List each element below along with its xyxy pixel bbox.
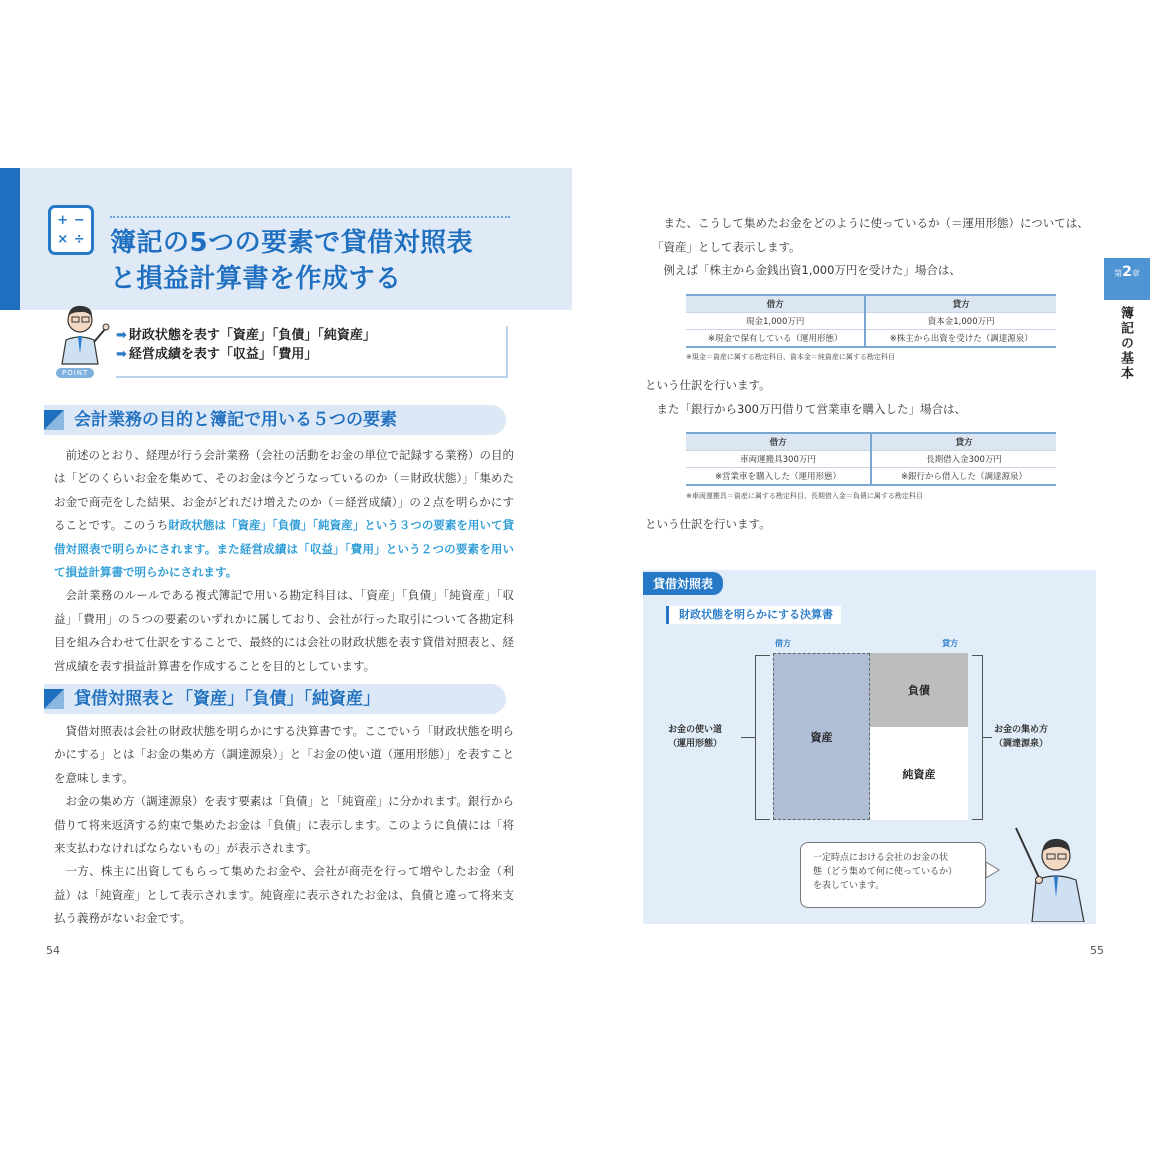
section-mark-icon (44, 410, 64, 430)
table-cell: ※銀行から借入した（調達源泉） (871, 468, 1056, 486)
end-line: という仕訳を行います。 (645, 517, 771, 531)
callout-bubble (800, 842, 986, 908)
assets-block: 資産 (773, 653, 870, 820)
times-glyph: × (57, 231, 69, 247)
table-header-debit: 借方 (686, 295, 865, 313)
point-item (116, 345, 506, 364)
credit-label: 貸方 (942, 639, 958, 648)
intro-line: 例えば「株主から金銭出資1,000万円を受けた」場合は、 (652, 263, 961, 277)
paragraph (54, 444, 514, 584)
arrow-right-icon: ➡ (116, 328, 127, 343)
point-box (116, 326, 508, 378)
balance-sheet-diagram (773, 653, 968, 820)
journal-table-1 (686, 294, 1056, 348)
equity-block: 純資産 (870, 727, 968, 820)
point-item-text: 財政状態を表す「資産」「負債」「純資産」 (128, 328, 376, 343)
section2-body (54, 720, 514, 931)
section-heading-text: 会計業務の目的と簿記で用いる５つの要素 (74, 410, 397, 430)
callout-pointer (986, 860, 1000, 880)
table-cell: ※現金で保有している（運用形態） (686, 330, 865, 348)
table-row (686, 330, 1056, 348)
use-of-funds-label: お金の使い道 （運用形態） (668, 725, 723, 749)
table-row (686, 451, 1056, 468)
section-heading-text: 貸借対照表と「資産」「負債」「純資産」 (74, 689, 380, 709)
point-label: POINT (56, 368, 94, 378)
chapter-number: 2 (1122, 264, 1132, 280)
callout-line: 一定時点における会社のお金の状 (813, 853, 949, 863)
table-cell: ※営業車を購入した（運用形態） (686, 468, 871, 486)
table-cell: 長期借入金300万円 (871, 451, 1056, 468)
highlighted-text: 財政状態は「資産」「負債」「純資産」という３つの要素を用いて貸借対照表で明らかにされます。また経営成績は「収益」「費用」という２つの要素を用いて損益計算書で明らかにされます。 (54, 518, 514, 580)
chapter-tab (1104, 258, 1150, 300)
section1-body (54, 444, 514, 678)
balance-sheet-subtitle: 財政状態を明らかにする決算書 (666, 606, 841, 624)
table-cell: 資本金1,000万円 (865, 313, 1056, 330)
point-item-text: 経営成績を表す「収益」「費用」 (128, 347, 318, 362)
callout-line: を表しています。 (813, 881, 885, 891)
minus-glyph: − (73, 213, 85, 229)
table-cell: ※株主から出資を受けた（調達源泉） (865, 330, 1056, 348)
section-heading (44, 684, 506, 714)
paragraph: 会計業務のルールである複式簿記で用いる勘定科目は、「資産」「負債」「純資産」「収益」「費用」の５つの要素のいずれかに属しており、会社が行った取引について各勘定科目を組み合わせて仕訳をすることで、最終的には会社の財政状態を表す貸借対照表と、経営成績を表す損益計算書を作成することを目的としています。 (54, 588, 514, 673)
right-bracket-tick (982, 737, 992, 738)
section-heading (44, 405, 506, 435)
liabilities-block: 負債 (870, 653, 968, 727)
intro-text (652, 212, 1100, 283)
table-header-credit: 貸方 (871, 433, 1056, 451)
calculator-icon (48, 205, 94, 255)
page-number-left: 54 (46, 944, 60, 957)
balance-sheet-tag: 貸借対照表 (643, 572, 723, 595)
debit-label: 借方 (775, 639, 791, 648)
page-title (110, 225, 530, 297)
arrow-right-icon: ➡ (116, 347, 127, 362)
point-item (116, 326, 506, 345)
paragraph-text: 前述のとおり、経理が行う会計業務（会社の活動をお金の単位で記録する業務）の目的は「どのくらいお金を集めて、そのお金は今どうなっているのか（＝財政状態）」「集めたお金で商売をした結果、お金がどれだけ増えたのか（＝経営成績）」の２点を明らかにすることです。このうち (54, 448, 514, 533)
chapter-tab-prefix: 第2章 (1114, 264, 1140, 280)
left-bracket (755, 655, 770, 820)
table-cell: 車両運搬具300万円 (686, 451, 871, 468)
page-title-line-1: 簿記の5つの要素で貸借対照表 (110, 228, 474, 258)
table-row (686, 468, 1056, 486)
source-of-funds-label: お金の集め方 （調達源泉） (994, 725, 1049, 749)
callout-line: 態（どう集めて何に使っているか） (813, 867, 958, 877)
table-cell: 現金1,000万円 (686, 313, 865, 330)
section-mark-icon (44, 689, 64, 709)
paragraph: 一方、株主に出資してもらって集めたお金や、会社が商売を行って増やしたお金（利益）は「純資産」として表示されます。純資産に表示されたお金は、負債と違って将来支払う義務がないお金です。 (54, 864, 514, 926)
mid-text (645, 374, 966, 421)
journal-table-2 (686, 432, 1056, 486)
table-note: ※現金＝資産に属する勘定科目、資本金＝純資産に属する勘定科目 (686, 353, 895, 361)
paragraph: 貸借対照表は会社の財政状態を明らかにする決算書です。ここでいう「財政状態を明らかにする」とは「お金の集め方（調達源泉）」と「お金の使い道（運用形態）」を表すことを意味します。 (54, 724, 514, 785)
page-title-line-2: と損益計算書を作成する (110, 264, 402, 294)
table-header-debit: 借方 (686, 433, 871, 451)
mid-line: という仕訳を行います。 (645, 378, 771, 392)
title-dotted-rule (110, 216, 510, 218)
teacher-pointing-icon (1006, 818, 1092, 922)
table-row (686, 313, 1056, 330)
chapter-title: 簿記の基本 (1118, 306, 1133, 381)
left-bracket-tick (741, 737, 755, 738)
table-header-credit: 貸方 (865, 295, 1056, 313)
mid-line: また「銀行から300万円借りて営業車を購入した」場合は、 (645, 401, 966, 416)
title-stripe (0, 168, 20, 310)
page-number-right: 55 (1090, 944, 1104, 957)
plus-glyph: + (57, 213, 69, 229)
table-note: ※車両運搬具＝資産に属する勘定科目、長期借入金＝負債に属する勘定科目 (686, 492, 923, 500)
divide-glyph: ÷ (73, 231, 85, 247)
intro-line: また、こうして集めたお金をどのように使っているか（＝運用形態）については、「資産」として表示します。 (652, 216, 1089, 254)
paragraph: お金の集め方（調達源泉）を表す要素は「負債」と「純資産」に分かれます。銀行から借りて将来返済する約束で集めたお金は「負債」に表示します。このように負債には「将来支払わなければならないもの」が表示されます。 (54, 794, 514, 856)
